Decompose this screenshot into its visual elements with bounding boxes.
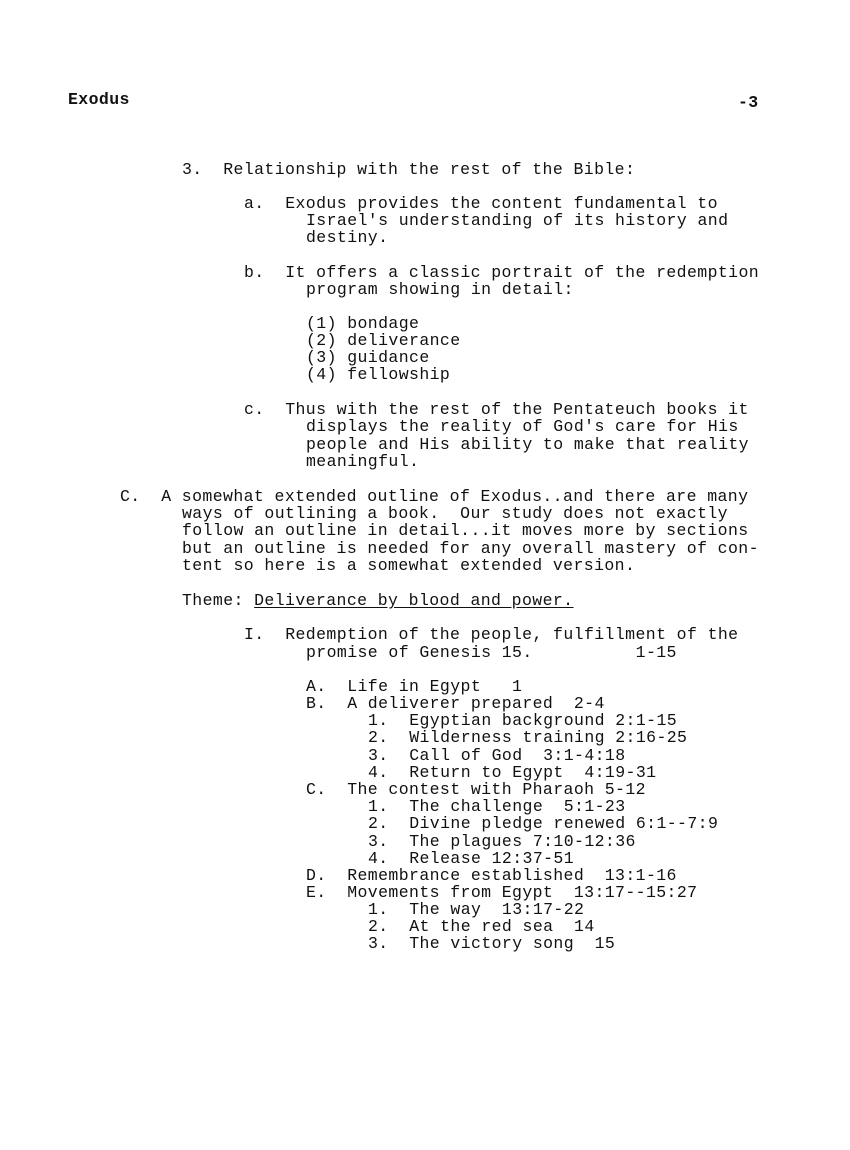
list-item-deliverance: (2) deliverance [306, 331, 461, 350]
outline-item-C1: 1. The challenge 5:1-23 [368, 797, 626, 816]
theme-line [182, 592, 573, 609]
outline-item-E3: 3. The victory song 15 [368, 934, 616, 953]
outline-item-E2: 2. At the red sea 14 [368, 917, 595, 936]
section-c-line-3: follow an outline in detail...it moves more by sections [182, 521, 749, 540]
section-c-line-5: tent so here is a somewhat extended version. [182, 556, 636, 575]
item-a-line-3: destiny. [306, 228, 389, 247]
item-b-line-1: b. It offers a classic portrait of the redemption [244, 263, 760, 282]
outline-item-B3: 3. Call of God 3:1-4:18 [368, 746, 626, 765]
item-a-line-2: Israel's understanding of its history and [306, 211, 729, 230]
theme-value: Deliverance by blood and power. [254, 591, 574, 610]
section-c-line-1: C. A somewhat extended outline of Exodus..and there are many [120, 487, 749, 506]
list-item-guidance: (3) guidance [306, 348, 430, 367]
outline-item-A: A. Life in Egypt 1 [306, 677, 523, 696]
outline-item-C2: 2. Divine pledge renewed 6:1--7:9 [368, 814, 719, 833]
section-c-line-4: but an outline is needed for any overall mastery of con- [182, 539, 759, 558]
outline-item-E1: 1. The way 13:17-22 [368, 900, 585, 919]
outline-item-D: D. Remembrance established 13:1-16 [306, 866, 677, 885]
running-title: Exodus [68, 90, 130, 109]
section-c-line-2: ways of outlining a book. Our study does not exactly [182, 504, 728, 523]
outline-item-C4: 4. Release 12:37-51 [368, 849, 575, 868]
page-number: -3 [738, 93, 759, 112]
item-c-line-4: meaningful. [306, 452, 420, 471]
outline-item-B2: 2. Wilderness training 2:16-25 [368, 728, 688, 747]
outline-I-line-1: I. Redemption of the people, fulfillment of the [244, 625, 739, 644]
section-3-heading: 3. Relationship with the rest of the Bible: [182, 160, 636, 179]
item-c-line-1: c. Thus with the rest of the Pentateuch books it [244, 400, 749, 419]
item-c-line-3: people and His ability to make that reality [306, 435, 749, 454]
item-a-line-1: a. Exodus provides the content fundamental to [244, 194, 718, 213]
outline-item-B: B. A deliverer prepared 2-4 [306, 694, 605, 713]
list-item-fellowship: (4) fellowship [306, 365, 451, 384]
outline-item-E: E. Movements from Egypt 13:17--15:27 [306, 883, 698, 902]
outline-item-C: C. The contest with Pharaoh 5-12 [306, 780, 646, 799]
item-b-line-2: program showing in detail: [306, 280, 574, 299]
outline-item-C3: 3. The plagues 7:10-12:36 [368, 832, 636, 851]
outline-item-B4: 4. Return to Egypt 4:19-31 [368, 763, 657, 782]
item-c-line-2: displays the reality of God's care for His [306, 417, 739, 436]
list-item-bondage: (1) bondage [306, 314, 420, 333]
theme-label: Theme: [182, 591, 255, 610]
outline-I-line-2: promise of Genesis 15. 1-15 [306, 643, 677, 662]
outline-item-B1: 1. Egyptian background 2:1-15 [368, 711, 678, 730]
